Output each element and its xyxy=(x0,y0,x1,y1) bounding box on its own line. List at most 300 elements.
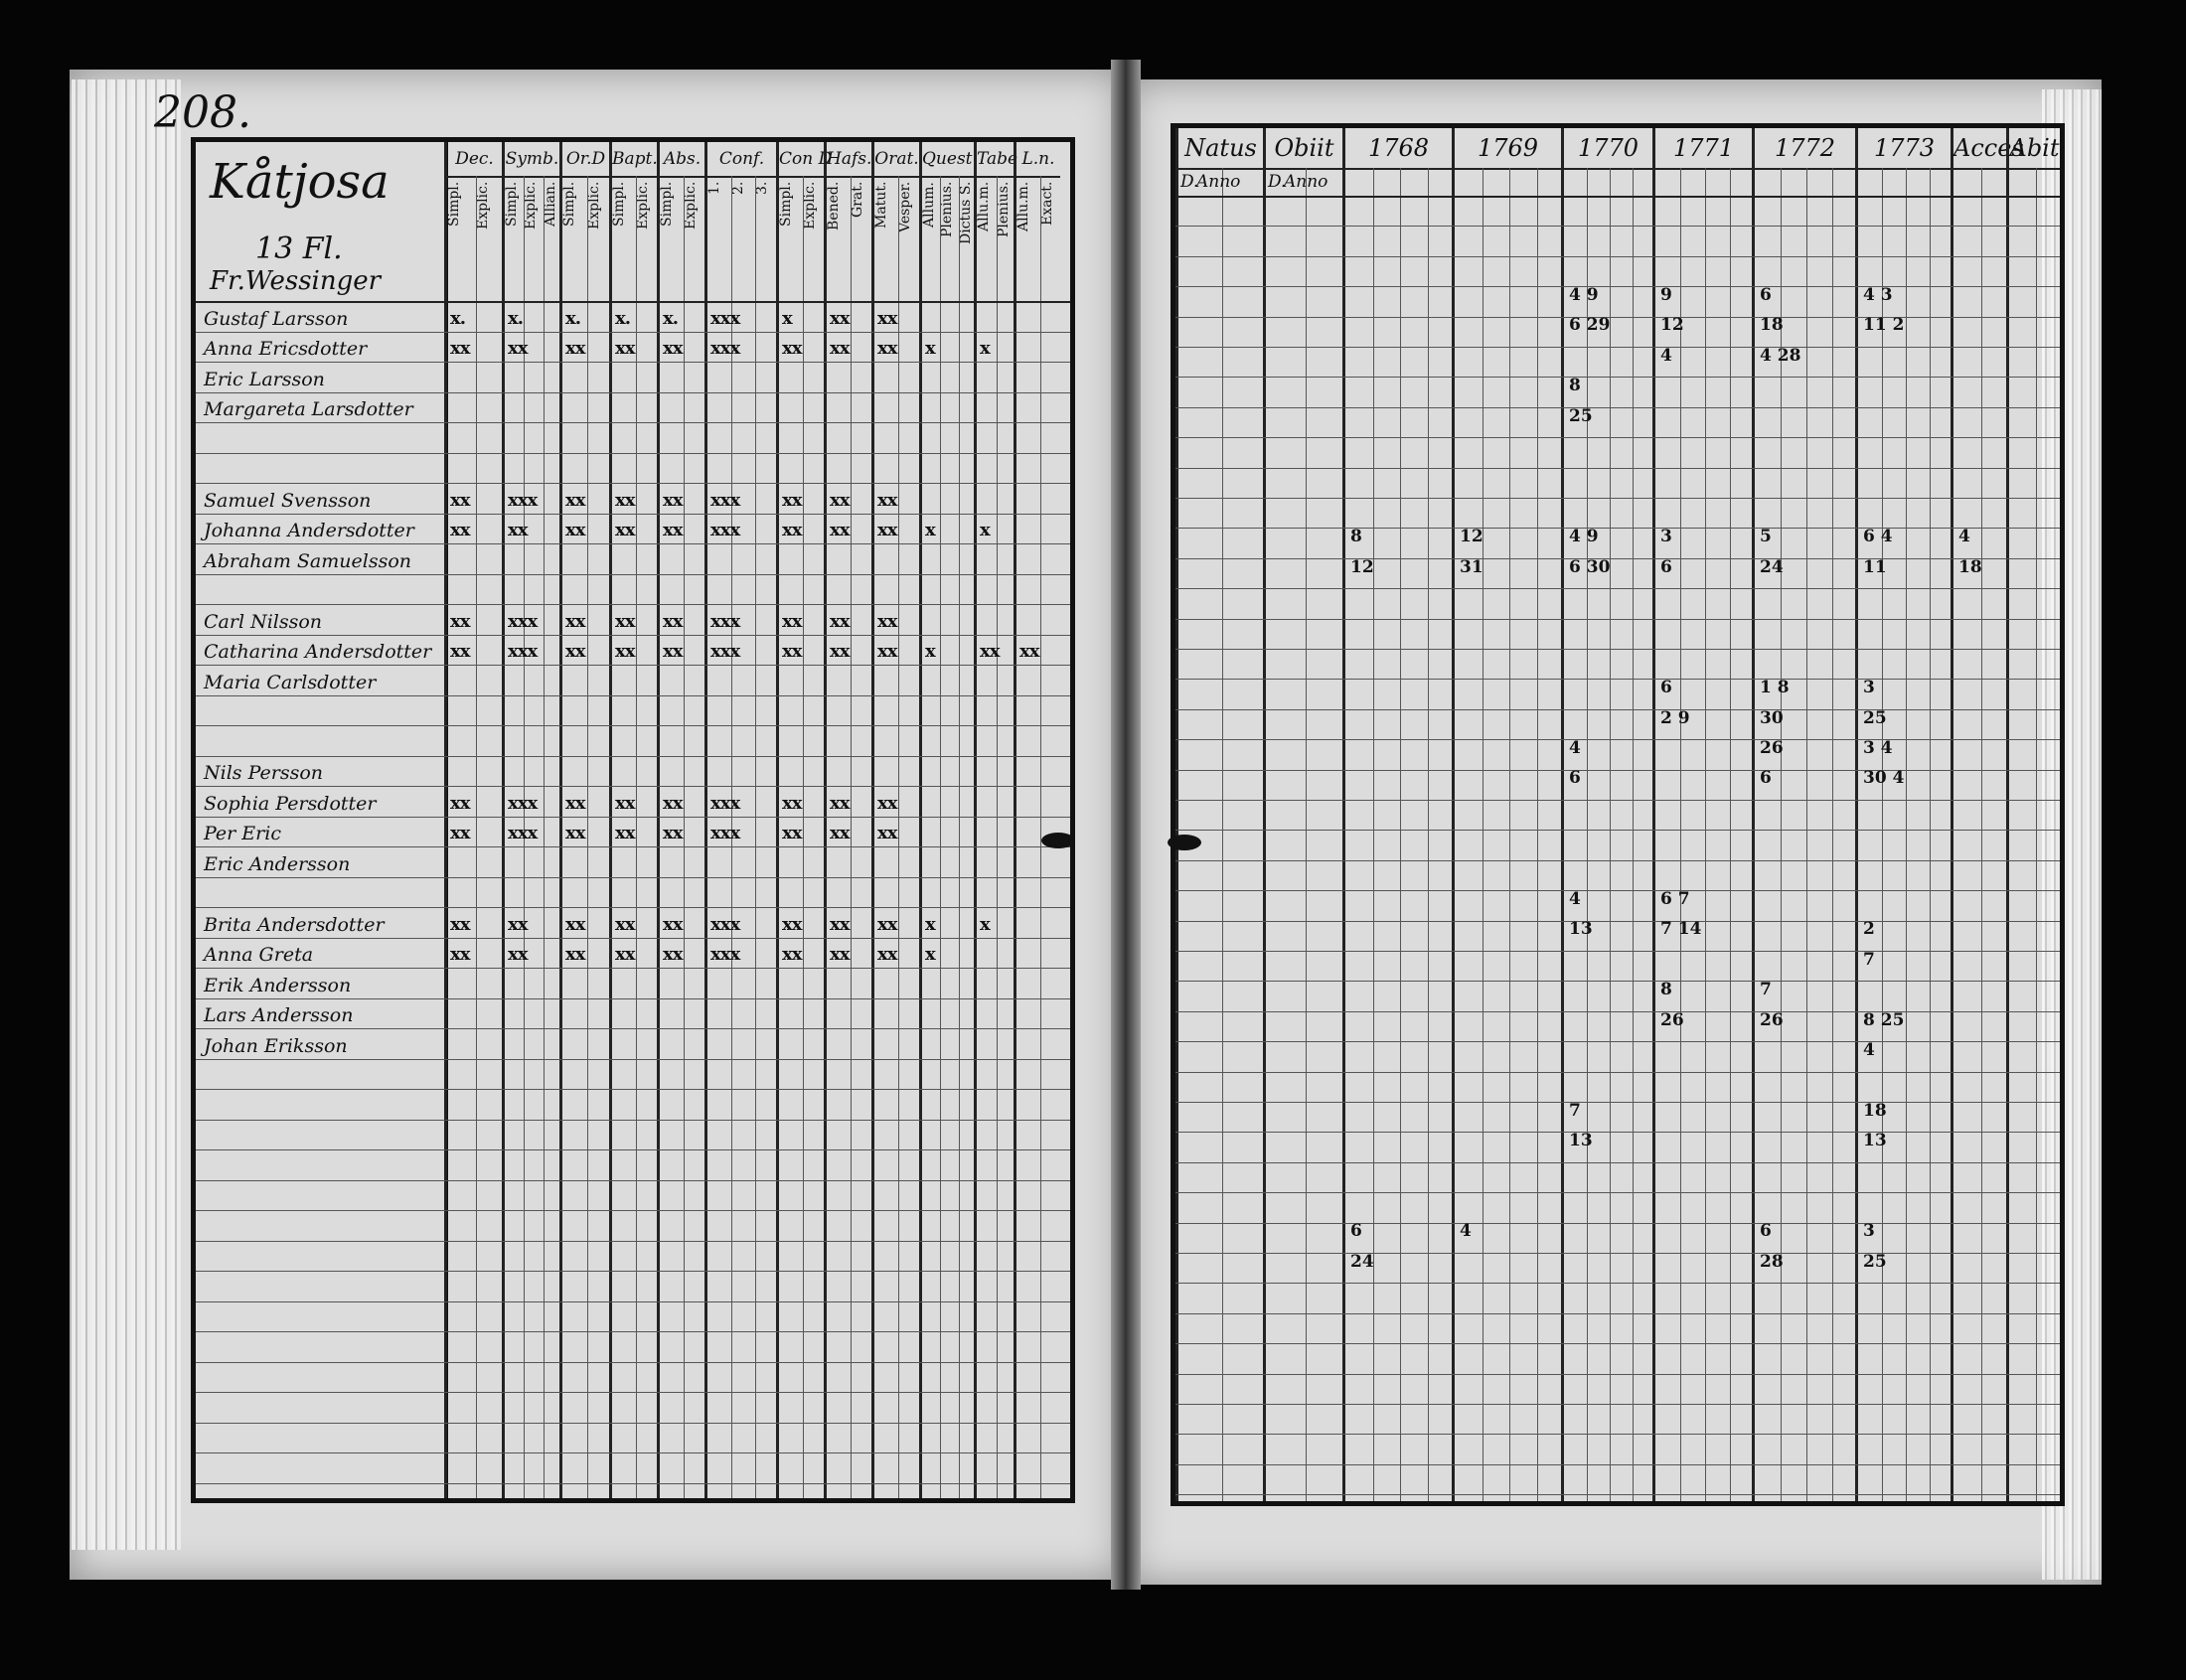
household-head: Fr.Wessinger xyxy=(210,266,382,296)
row-rule xyxy=(196,665,1070,666)
knowledge-mark: xx xyxy=(565,641,585,662)
knowledge-mark: xx xyxy=(663,792,683,814)
sub-divider xyxy=(2036,168,2037,1501)
date-entry: 5 xyxy=(1760,527,1772,547)
row-rule xyxy=(1175,921,2060,922)
sub-divider xyxy=(898,176,899,1498)
date-column-heading: 1771 xyxy=(1655,128,1752,170)
knowledge-mark: xx xyxy=(830,913,850,935)
row-rule xyxy=(196,938,1070,939)
date-subheading: D. xyxy=(1180,172,1199,192)
column-heading: Hafs. xyxy=(827,142,871,178)
knowledge-mark: xx xyxy=(877,307,897,329)
knowledge-mark: xxx xyxy=(710,641,740,662)
row-rule xyxy=(1175,981,2060,982)
knowledge-mark: xx xyxy=(877,641,897,662)
knowledge-mark: x. xyxy=(615,307,630,329)
row-rule xyxy=(196,574,1070,575)
knowledge-mark: xxx xyxy=(710,913,740,935)
date-entry: 6 xyxy=(1760,768,1772,789)
knowledge-mark: xx xyxy=(565,520,585,540)
row-rule xyxy=(1175,347,2060,348)
sub-divider xyxy=(940,176,941,1498)
sub-divider xyxy=(1610,168,1611,1501)
person-name: Samuel Svensson xyxy=(204,489,372,512)
row-rule xyxy=(196,968,1070,969)
date-column-heading: Natus xyxy=(1178,128,1263,170)
sub-divider xyxy=(1730,168,1731,1501)
row-rule xyxy=(1175,679,2060,680)
column-subheading: Simpl. xyxy=(659,182,675,228)
date-entry: 25 xyxy=(1863,1251,1887,1272)
row-rule xyxy=(1175,1494,2060,1495)
date-entry: 12 xyxy=(1460,527,1483,547)
catechism-table xyxy=(191,137,1075,1503)
row-rule xyxy=(196,514,1070,515)
row-rule xyxy=(196,1271,1070,1272)
row-rule xyxy=(1175,1434,2060,1435)
row-rule xyxy=(196,786,1070,787)
column-heading: Abs. xyxy=(660,142,704,178)
knowledge-mark: xx xyxy=(782,338,802,359)
person-name: Catharina Andersdotter xyxy=(204,641,432,663)
date-entry: 26 xyxy=(1660,1009,1684,1030)
person-name: Carl Nilsson xyxy=(204,610,323,633)
column-subheading: Simpl. xyxy=(611,182,627,228)
row-rule xyxy=(1175,468,2060,469)
knowledge-mark: xx xyxy=(615,489,635,511)
left-page-edges xyxy=(72,79,181,1550)
date-column-8 xyxy=(1951,128,2024,1501)
date-column-3 xyxy=(1452,128,1561,1501)
knowledge-mark: xx xyxy=(663,520,683,540)
column-subheading: Simpl. xyxy=(446,182,462,228)
row-rule xyxy=(1175,558,2060,559)
knowledge-mark: xx xyxy=(830,944,850,965)
column-heading: Tabe xyxy=(977,142,1014,178)
knowledge-mark: xx xyxy=(782,610,802,632)
date-entry: 8 xyxy=(1660,980,1672,1000)
date-entry: 4 xyxy=(1863,1040,1875,1060)
row-rule xyxy=(1175,739,2060,740)
column-subheading: Exact. xyxy=(1038,182,1055,227)
column-heading: Dec. xyxy=(447,142,502,178)
date-entry: 6 xyxy=(1660,678,1672,698)
date-entry: 24 xyxy=(1350,1251,1374,1272)
date-entry: 6 7 xyxy=(1660,889,1690,909)
column-subheading: Plenius. xyxy=(996,182,1012,238)
date-column-0 xyxy=(1175,128,1263,1501)
sub-divider xyxy=(803,176,804,1498)
knowledge-mark: x. xyxy=(565,307,580,329)
date-entry: 31 xyxy=(1460,556,1483,577)
knowledge-mark: x xyxy=(925,944,935,965)
row-rule xyxy=(1175,1374,2060,1375)
date-entry: 7 xyxy=(1569,1100,1581,1121)
sub-divider xyxy=(1373,168,1374,1501)
village-subtitle: 13 Fl. xyxy=(255,231,343,266)
date-entry: 11 xyxy=(1863,556,1887,577)
knowledge-mark: xxx xyxy=(710,307,740,329)
date-entry: 30 xyxy=(1760,707,1784,728)
row-rule xyxy=(196,422,1070,423)
knowledge-mark: xx xyxy=(615,641,635,662)
row-rule xyxy=(196,998,1070,999)
knowledge-mark: xx xyxy=(615,520,635,540)
row-rule xyxy=(1175,1102,2060,1103)
row-rule xyxy=(1175,377,2060,378)
knowledge-mark: xx xyxy=(830,338,850,359)
knowledge-mark: xx xyxy=(450,641,470,662)
date-entry: 7 xyxy=(1863,949,1875,970)
knowledge-mark: x. xyxy=(663,307,678,329)
date-entry: 6 4 xyxy=(1863,527,1893,547)
date-entry: 6 xyxy=(1760,285,1772,305)
knowledge-mark: xx xyxy=(615,913,635,935)
knowledge-mark: xxx xyxy=(508,823,538,843)
column-heading: Bapt. xyxy=(612,142,657,178)
row-rule xyxy=(1175,830,2060,831)
row-rule xyxy=(196,877,1070,878)
column-subheading: Matut. xyxy=(873,182,889,229)
knowledge-mark: xx xyxy=(508,338,528,359)
person-name: Anna Ericsdotter xyxy=(204,338,368,360)
row-rule xyxy=(1175,317,2060,318)
knowledge-mark: xx xyxy=(782,641,802,662)
knowledge-mark: xx xyxy=(877,520,897,540)
sub-divider xyxy=(1930,168,1931,1501)
row-rule xyxy=(196,817,1070,818)
row-rule xyxy=(1175,951,2060,952)
person-name: Eric Andersson xyxy=(204,852,351,875)
date-column-9 xyxy=(2006,128,2060,1501)
date-entry: 13 xyxy=(1863,1131,1887,1151)
knowledge-mark: xx xyxy=(980,641,1000,662)
date-entry: 4 9 xyxy=(1569,285,1599,305)
row-rule xyxy=(196,543,1070,544)
knowledge-mark: xx xyxy=(877,913,897,935)
knowledge-mark: xx xyxy=(565,913,585,935)
person-name: Maria Carlsdotter xyxy=(204,671,377,693)
date-entry: 13 xyxy=(1569,1131,1593,1151)
row-rule xyxy=(1175,1041,2060,1042)
knowledge-mark: xx xyxy=(615,792,635,814)
column-subheading: Explic. xyxy=(635,182,651,230)
row-rule xyxy=(196,1180,1070,1181)
knowledge-mark: xx xyxy=(877,823,897,843)
row-rule xyxy=(1175,407,2060,408)
knowledge-mark: xx xyxy=(663,823,683,843)
row-rule xyxy=(196,1059,1070,1060)
date-entry: 26 xyxy=(1760,738,1784,758)
date-entry: 3 xyxy=(1863,1221,1875,1242)
knowledge-mark: xx xyxy=(615,610,635,632)
column-subheading: Simpl. xyxy=(778,182,794,228)
date-entry: 8 xyxy=(1350,527,1362,547)
row-rule xyxy=(1175,1253,2060,1254)
row-rule xyxy=(1175,528,2060,529)
sub-divider xyxy=(851,176,852,1498)
knowledge-mark: xx xyxy=(508,913,528,935)
knowledge-mark: xx xyxy=(782,944,802,965)
row-rule xyxy=(196,1149,1070,1150)
knowledge-mark: xx xyxy=(565,610,585,632)
book-gutter xyxy=(1111,60,1141,1590)
knowledge-mark: x xyxy=(980,520,990,540)
knowledge-mark: xxx xyxy=(710,823,740,843)
row-rule xyxy=(196,1028,1070,1029)
date-entry: 11 2 xyxy=(1863,315,1905,336)
person-name: Brita Andersdotter xyxy=(204,913,385,936)
row-rule xyxy=(196,1483,1070,1484)
knowledge-mark: xx xyxy=(508,944,528,965)
knowledge-mark: x xyxy=(980,913,990,935)
sub-divider xyxy=(1587,168,1588,1501)
knowledge-mark: xx xyxy=(508,520,528,540)
sub-divider xyxy=(1040,176,1041,1498)
date-entry: 2 xyxy=(1863,919,1875,940)
row-rule xyxy=(1175,770,2060,771)
date-entry: 24 xyxy=(1760,556,1784,577)
knowledge-mark: xx xyxy=(877,944,897,965)
sub-divider xyxy=(1537,168,1538,1501)
knowledge-mark: xx xyxy=(877,338,897,359)
date-column-2 xyxy=(1342,128,1452,1501)
ink-blot xyxy=(1168,835,1201,850)
column-heading: Orat. xyxy=(874,142,919,178)
knowledge-mark: xx xyxy=(830,307,850,329)
date-column-heading: 1773 xyxy=(1858,128,1951,170)
date-entry: 4 3 xyxy=(1863,285,1893,305)
knowledge-mark: x xyxy=(925,520,935,540)
date-entry: 4 9 xyxy=(1569,527,1599,547)
knowledge-mark: xx xyxy=(830,489,850,511)
knowledge-mark: xx xyxy=(830,610,850,632)
row-rule xyxy=(1175,1464,2060,1465)
knowledge-mark: xx xyxy=(565,338,585,359)
knowledge-mark: xx xyxy=(663,641,683,662)
knowledge-mark: xx xyxy=(565,944,585,965)
sub-divider xyxy=(1680,168,1681,1501)
row-rule xyxy=(1175,709,2060,710)
knowledge-mark: xx xyxy=(877,610,897,632)
date-column-heading: 1768 xyxy=(1345,128,1452,170)
person-name: Johanna Andersdotter xyxy=(204,520,414,541)
sub-divider xyxy=(1781,168,1782,1501)
knowledge-mark: xx xyxy=(782,823,802,843)
column-11 xyxy=(1014,142,1060,1498)
date-subheading: Anno xyxy=(1196,172,1241,192)
date-entry: 9 xyxy=(1660,285,1672,305)
date-column-heading: 1769 xyxy=(1455,128,1561,170)
date-entry: 4 xyxy=(1569,738,1581,758)
date-entry: 12 xyxy=(1350,556,1374,577)
row-rule xyxy=(1175,1404,2060,1405)
row-rule xyxy=(196,635,1070,636)
knowledge-mark: xx xyxy=(663,489,683,511)
sub-divider xyxy=(587,176,588,1498)
row-rule xyxy=(1175,1343,2060,1344)
row-rule xyxy=(1175,226,2060,227)
knowledge-mark: xx xyxy=(615,338,635,359)
column-subheading: Explic. xyxy=(523,182,540,230)
date-entry: 8 xyxy=(1569,376,1581,396)
date-entry: 13 xyxy=(1569,919,1593,940)
knowledge-mark: xx xyxy=(782,913,802,935)
knowledge-mark: xx xyxy=(450,913,470,935)
date-entry: 4 28 xyxy=(1760,345,1801,366)
sub-divider xyxy=(1222,168,1223,1501)
header-separator xyxy=(1175,196,2060,198)
date-entry: 6 xyxy=(1569,768,1581,789)
dates-table xyxy=(1171,123,2065,1506)
knowledge-mark: xx xyxy=(565,792,585,814)
column-subheading: Explic. xyxy=(802,182,818,230)
date-entry: 6 xyxy=(1350,1221,1362,1242)
row-rule xyxy=(1175,619,2060,620)
row-rule xyxy=(196,1089,1070,1090)
date-entry: 30 4 xyxy=(1863,768,1905,789)
date-entry: 7 14 xyxy=(1660,919,1702,940)
row-rule xyxy=(1175,1072,2060,1073)
column-subheading: Allu.m. xyxy=(976,182,992,232)
page-number: 208. xyxy=(154,87,251,138)
row-rule xyxy=(196,1362,1070,1363)
column-subheading: Simpl. xyxy=(504,182,520,228)
date-column-heading: 1772 xyxy=(1755,128,1855,170)
knowledge-mark: x xyxy=(782,307,792,329)
column-heading: L.n. xyxy=(1016,142,1060,178)
sub-divider xyxy=(1633,168,1634,1501)
date-entry: 2 9 xyxy=(1660,707,1690,728)
person-name: Nils Persson xyxy=(204,762,324,784)
column-subheading: Simpl. xyxy=(561,182,577,228)
row-rule xyxy=(1175,800,2060,801)
column-heading: Or.D xyxy=(562,142,609,178)
knowledge-mark: xx xyxy=(663,338,683,359)
sub-divider xyxy=(1981,168,1982,1501)
sub-divider xyxy=(476,176,477,1498)
knowledge-mark: xx xyxy=(782,792,802,814)
sub-divider xyxy=(1832,168,1833,1501)
knowledge-mark: xxx xyxy=(508,641,538,662)
row-rule xyxy=(196,846,1070,847)
knowledge-mark: x. xyxy=(450,307,465,329)
row-rule xyxy=(1175,1313,2060,1314)
date-entry: 26 xyxy=(1760,1009,1784,1030)
column-subheading: Allum. xyxy=(921,182,937,228)
row-rule xyxy=(1175,498,2060,499)
column-subheading: 3. xyxy=(754,182,770,196)
column-subheading: Vesper. xyxy=(897,182,913,233)
knowledge-mark: xx xyxy=(830,823,850,843)
date-column-heading: Abit xyxy=(2009,128,2060,170)
sub-divider xyxy=(684,176,685,1498)
knowledge-mark: xx xyxy=(565,823,585,843)
column-subheading: 2. xyxy=(730,182,746,196)
column-subheading: 1. xyxy=(706,182,722,196)
row-rule xyxy=(1175,649,2060,650)
date-entry: 1 8 xyxy=(1760,678,1790,698)
knowledge-mark: xxx xyxy=(508,610,538,632)
knowledge-mark: x xyxy=(925,338,935,359)
date-entry: 18 xyxy=(1863,1100,1887,1121)
sub-divider xyxy=(1428,168,1429,1501)
row-rule xyxy=(1175,860,2060,861)
column-subheading: Dictus S. xyxy=(957,182,974,245)
row-rule xyxy=(196,483,1070,484)
knowledge-mark: xx xyxy=(782,520,802,540)
knowledge-columns xyxy=(444,142,1070,1498)
date-subheading: D. xyxy=(1268,172,1287,192)
sub-divider xyxy=(544,176,545,1498)
date-subheading: Anno xyxy=(1284,172,1328,192)
date-entry: 3 4 xyxy=(1863,738,1893,758)
person-name: Erik Andersson xyxy=(204,974,352,996)
knowledge-mark: x xyxy=(925,641,935,662)
sub-divider xyxy=(997,176,998,1498)
row-rule xyxy=(196,756,1070,757)
row-rule xyxy=(196,1452,1070,1453)
sub-divider xyxy=(1806,168,1807,1501)
person-name: Per Eric xyxy=(204,823,281,844)
date-entry: 28 xyxy=(1760,1251,1784,1272)
row-rule xyxy=(1175,890,2060,891)
knowledge-mark: xx xyxy=(830,520,850,540)
person-name: Anna Greta xyxy=(204,944,314,966)
column-subheading: Allian. xyxy=(542,182,558,228)
row-rule xyxy=(196,604,1070,605)
row-rule xyxy=(1175,1011,2060,1012)
knowledge-mark: xx xyxy=(450,792,470,814)
date-entry: 6 29 xyxy=(1569,315,1611,336)
knowledge-mark: xx xyxy=(663,913,683,935)
date-entry: 18 xyxy=(1760,315,1784,336)
row-rule xyxy=(196,453,1070,454)
row-rule xyxy=(196,332,1070,333)
sub-divider xyxy=(1306,168,1307,1501)
date-column-heading: 1770 xyxy=(1564,128,1652,170)
knowledge-mark: xx xyxy=(663,944,683,965)
knowledge-mark: xx xyxy=(450,338,470,359)
row-rule xyxy=(1175,1192,2060,1193)
date-entry: 6 30 xyxy=(1569,556,1611,577)
date-entry: 7 xyxy=(1760,980,1772,1000)
knowledge-mark: xx xyxy=(615,823,635,843)
column-heading: Symb. xyxy=(505,142,559,178)
date-entry: 3 xyxy=(1863,678,1875,698)
date-entry: 6 xyxy=(1660,556,1672,577)
knowledge-mark: xx xyxy=(877,489,897,511)
knowledge-mark: xxx xyxy=(508,489,538,511)
person-name: Eric Larsson xyxy=(204,368,325,390)
sub-divider xyxy=(1705,168,1706,1501)
sub-divider xyxy=(1509,168,1510,1501)
column-subheading: Explic. xyxy=(586,182,602,230)
column-subheading: Explic. xyxy=(475,182,491,230)
date-entry: 25 xyxy=(1863,707,1887,728)
knowledge-mark: xxx xyxy=(710,338,740,359)
date-entry: 25 xyxy=(1569,405,1593,426)
person-name: Lars Andersson xyxy=(204,1004,354,1026)
row-rule xyxy=(196,695,1070,696)
row-rule xyxy=(1175,437,2060,438)
person-name: Sophia Persdotter xyxy=(204,792,377,815)
column-subheading: Bened. xyxy=(826,182,842,231)
knowledge-mark: xx xyxy=(450,823,470,843)
date-entry: 4 xyxy=(1660,345,1672,366)
row-rule xyxy=(196,1120,1070,1121)
